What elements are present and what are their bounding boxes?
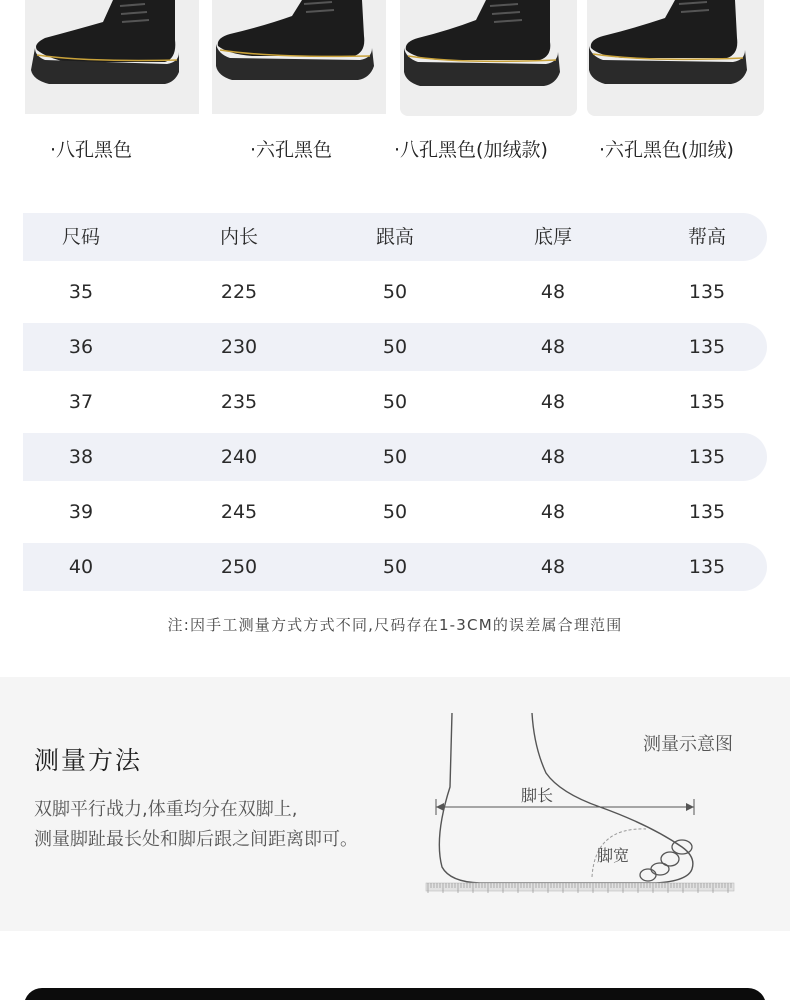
cell-shaft-height: 135 [688,336,726,358]
toe-shape [640,869,656,881]
boot-thumbnail-2[interactable] [212,0,386,114]
boot-thumbnail-1[interactable] [25,0,199,114]
table-header-row [23,213,767,261]
cell-sole-thickness: 48 [540,336,566,358]
cell-inner-length: 240 [220,446,258,468]
foot-length-label: 脚长 [521,786,554,805]
table-row [23,268,767,316]
measurement-instruction-line-1: 双脚平行战力,体重均分在双脚上, [34,799,298,820]
next-section-banner [24,988,766,1000]
cell-sole-thickness: 48 [540,501,566,523]
cell-heel-height: 50 [382,501,408,523]
table-row [23,433,767,481]
cell-inner-length: 225 [220,281,258,303]
cell-heel-height: 50 [382,281,408,303]
variant-label-2[interactable]: ·六孔黑色 [250,139,333,161]
cell-shaft-height: 135 [688,501,726,523]
cell-heel-height: 50 [382,446,408,468]
cell-sole-thickness: 48 [540,446,566,468]
cell-inner-length: 230 [220,336,258,358]
boot-image [400,0,577,116]
cell-shaft-height: 135 [688,281,726,303]
ruler [426,883,734,891]
cell-sole-thickness: 48 [540,391,566,413]
cell-inner-length: 235 [220,391,258,413]
arrow-head-left [436,803,444,811]
cell-shaft-height: 135 [688,446,726,468]
table-row [23,378,767,426]
header-shaft-height: 帮高 [687,226,726,248]
table-row [23,488,767,536]
variant-label-3[interactable]: ·八孔黑色(加绒款) [394,139,548,161]
header-inner-length: 内长 [219,226,258,248]
foot-measurement-diagram [420,707,740,897]
diagram-title: 测量示意图 [643,734,733,755]
cell-heel-height: 50 [382,556,408,578]
cell-shaft-height: 135 [688,391,726,413]
arrow-head-right [686,803,694,811]
size-tolerance-note: 注:因手工测量方式方式不同,尺码存在1-3CM的误差属合理范围 [167,616,623,634]
header-heel-height: 跟高 [375,226,414,248]
header-sole-thickness: 底厚 [533,226,572,248]
boot-image [587,0,764,116]
cell-size: 38 [68,446,94,468]
cell-size: 36 [68,336,94,358]
variant-label-4[interactable]: ·六孔黑色(加绒) [599,139,734,161]
cell-sole-thickness: 48 [540,556,566,578]
cell-heel-height: 50 [382,391,408,413]
variant-label-1[interactable]: ·八孔黑色 [50,139,133,161]
measurement-method-title: 测量方法 [34,746,143,775]
toe-shape [651,863,669,875]
cell-size: 39 [68,501,94,523]
cell-size: 37 [68,391,94,413]
table-row [23,323,767,371]
cell-sole-thickness: 48 [540,281,566,303]
boot-image [212,0,386,114]
foot-width-label: 脚宽 [597,846,630,865]
cell-shaft-height: 135 [688,556,726,578]
header-size: 尺码 [61,226,100,248]
cell-inner-length: 245 [220,501,258,523]
measurement-instruction-line-2: 测量脚趾最长处和脚后跟之间距离即可。 [34,829,358,850]
measurement-panel [0,677,790,931]
boot-thumbnail-4[interactable] [587,0,764,116]
cell-size: 35 [68,281,94,303]
boot-image [25,0,199,114]
size-chart-table [23,213,767,598]
table-row [23,543,767,591]
foot-outline [439,713,693,883]
boot-thumbnail-3[interactable] [400,0,577,116]
cell-size: 40 [68,556,94,578]
cell-inner-length: 250 [220,556,258,578]
variant-thumbnails [0,0,790,125]
cell-heel-height: 50 [382,336,408,358]
